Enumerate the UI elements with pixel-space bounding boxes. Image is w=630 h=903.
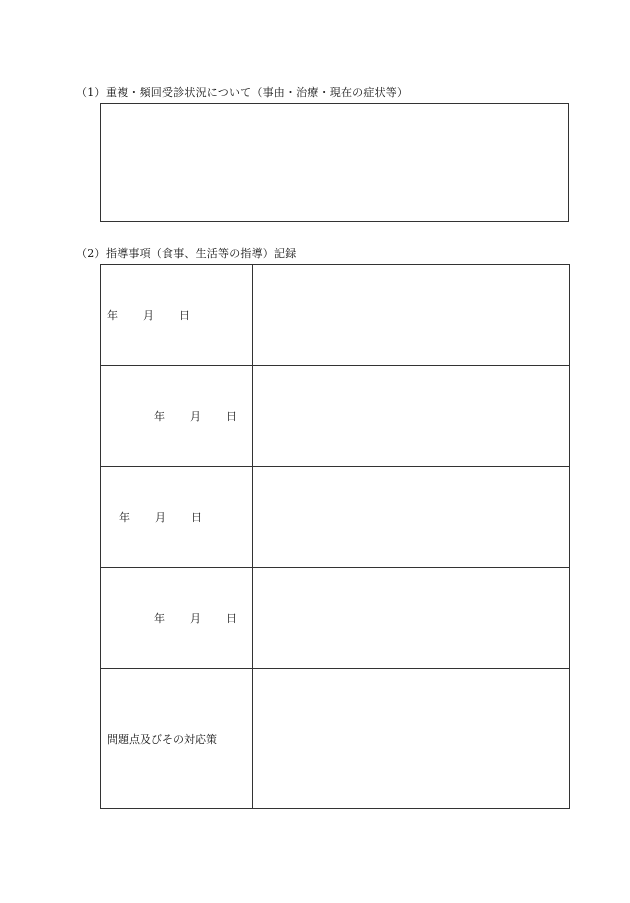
guidance-record-table: [100, 264, 570, 809]
record-date-cell-2: [101, 366, 253, 467]
consultation-status-box[interactable]: [100, 103, 569, 222]
record-date-cell-3: [101, 467, 253, 568]
issues-label: 問題点及びその対応策: [107, 732, 217, 746]
year-label: 年: [154, 612, 165, 625]
record-row-1: [101, 265, 570, 366]
record-content-cell-3[interactable]: [253, 467, 570, 568]
month-label: 月: [190, 410, 201, 423]
issues-label-cell: [101, 669, 253, 809]
year-label: 年: [154, 410, 165, 423]
record-row-2: [101, 366, 570, 467]
month-label: 月: [143, 309, 154, 322]
issues-content-cell[interactable]: [253, 669, 570, 809]
year-label: 年: [119, 511, 130, 524]
day-label: 日: [226, 410, 237, 423]
record-date-1: [101, 307, 252, 323]
section-1-heading: [76, 86, 408, 100]
record-date-2: [101, 408, 252, 424]
issues-row: [101, 669, 570, 809]
section-2-number: （2）: [76, 247, 106, 260]
section-2-heading: [76, 247, 296, 261]
day-label: 日: [226, 612, 237, 625]
record-row-3: [101, 467, 570, 568]
section-2-title: 指導事項（食事、生活等の指導）記録: [106, 247, 297, 260]
section-1-title: 重複・頻回受診状況について（事由・治療・現在の症状等）: [106, 86, 409, 99]
record-date-3: [101, 509, 252, 525]
record-content-cell-1[interactable]: [253, 265, 570, 366]
record-date-cell-1: [101, 265, 253, 366]
record-date-cell-4: [101, 568, 253, 669]
day-label: 日: [179, 309, 190, 322]
month-label: 月: [155, 511, 166, 524]
record-content-cell-4[interactable]: [253, 568, 570, 669]
section-1-number: （1）: [76, 86, 106, 99]
day-label: 日: [191, 511, 202, 524]
record-row-4: [101, 568, 570, 669]
month-label: 月: [190, 612, 201, 625]
record-content-cell-2[interactable]: [253, 366, 570, 467]
year-label: 年: [107, 309, 118, 322]
record-date-4: [101, 610, 252, 626]
